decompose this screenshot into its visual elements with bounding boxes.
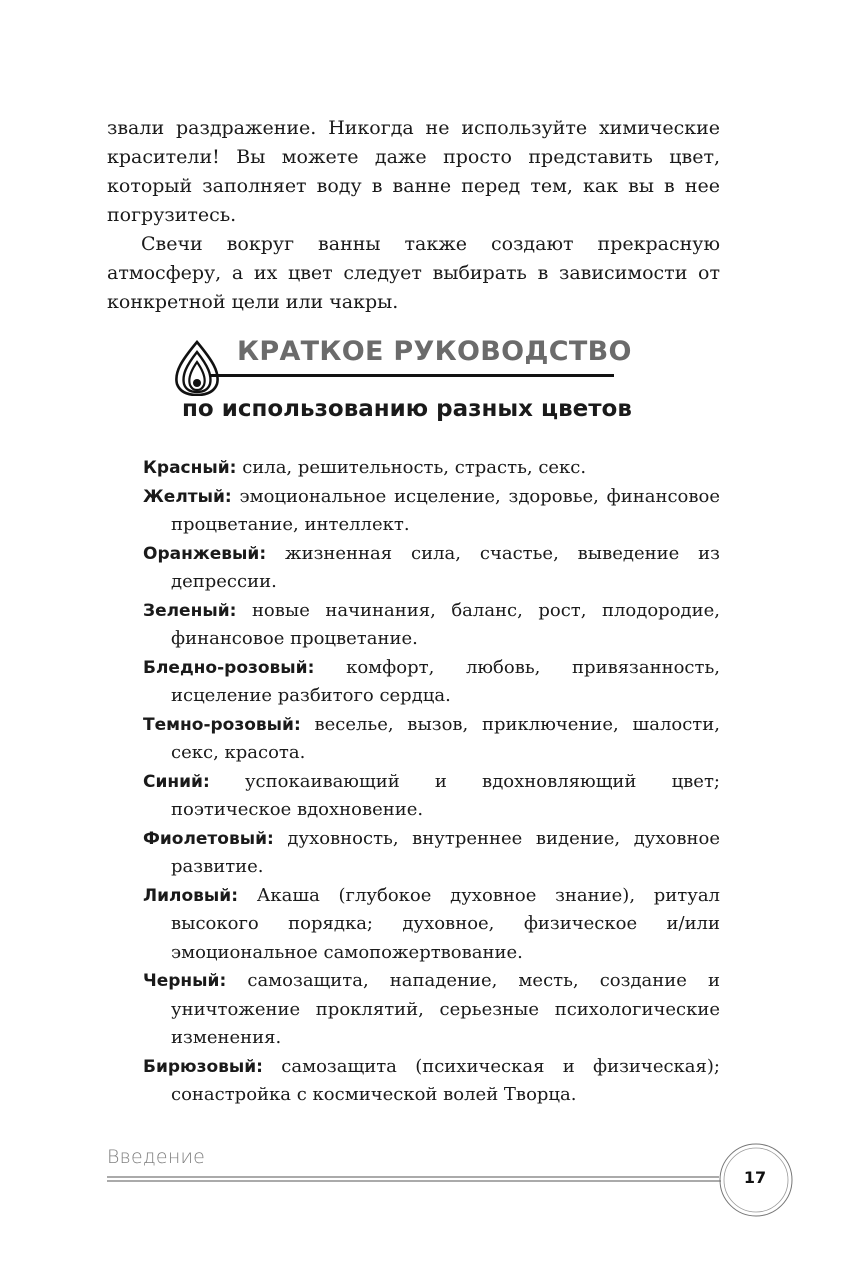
color-description: самозащита (психическая и физическая); сонастройка с космической волей Творца. xyxy=(171,1055,720,1105)
color-description: самозащита, нападение, месть, создание и уничтожение проклятий, серьезные психологические изменения. xyxy=(171,970,720,1048)
color-description: успокаивающий и вдохновляющий цвет; поэтическое вдохновение. xyxy=(171,770,720,820)
color-item xyxy=(143,597,720,654)
color-item xyxy=(143,967,720,1053)
flame-drop-icon xyxy=(172,340,222,396)
intro-paragraph-2: Свечи вокруг ванны также создают прекрасную атмосферу, а их цвет следует выбирать в зависимости от конкретной цели или чакры. xyxy=(107,233,720,313)
color-description: духовность, внутреннее видение, духовное развитие. xyxy=(171,827,720,877)
color-description: новые начинания, баланс, рост, плодородие, финансовое процветание. xyxy=(171,599,720,649)
color-item xyxy=(143,882,720,968)
color-guide-list xyxy=(143,454,720,1110)
page-number: 17 xyxy=(743,1168,767,1187)
color-name: Темно-розовый: xyxy=(143,714,301,735)
intro-text xyxy=(107,114,720,317)
color-item xyxy=(143,711,720,768)
color-name: Фиолетовый: xyxy=(143,828,274,849)
color-name: Зеленый: xyxy=(143,600,237,621)
color-name: Бирюзовый: xyxy=(143,1056,263,1077)
color-item xyxy=(143,768,720,825)
color-name: Красный: xyxy=(143,458,237,478)
color-item xyxy=(143,454,720,483)
section-title: КРАТКОЕ РУКОВОДСТВО xyxy=(237,336,632,367)
color-item xyxy=(143,1053,720,1110)
color-name: Желтый: xyxy=(143,486,232,507)
color-item xyxy=(143,825,720,882)
section-heading xyxy=(172,336,642,436)
running-footer-section: Введение xyxy=(107,1146,206,1168)
color-description: веселье, вызов, приключение, шалости, секс, красота. xyxy=(171,713,720,763)
color-item xyxy=(143,654,720,711)
color-name: Оранжевый: xyxy=(143,543,267,564)
intro-paragraph-1: звали раздражение. Никогда не используйте химические красители! Вы можете даже просто представить цвет, который заполняет воду в ванне перед тем, как вы в нее погрузитесь. xyxy=(107,117,720,226)
color-description: комфорт, любовь, привязанность, исцеление разбитого сердца. xyxy=(171,656,720,706)
color-name: Бледно-розовый: xyxy=(143,657,315,678)
color-item xyxy=(143,540,720,597)
section-subtitle: по использованию разных цветов xyxy=(182,396,632,422)
color-description: Акаша (глубокое духовное знание), ритуал высокого порядка; духовное, физическое и/или эмоциональное самопожертвование. xyxy=(171,884,720,963)
color-description: жизненная сила, счастье, выведение из депрессии. xyxy=(171,542,720,592)
color-name: Черный: xyxy=(143,971,227,991)
color-description: сила, решительность, страсть, секс. xyxy=(242,457,587,478)
color-description: эмоциональное исцеление, здоровье, финансовое процветание, интеллект. xyxy=(171,485,720,535)
color-item xyxy=(143,483,720,540)
heading-underline xyxy=(210,374,614,377)
color-name: Лиловый: xyxy=(143,885,239,906)
color-name: Синий: xyxy=(143,771,210,792)
footer-rule xyxy=(107,1173,747,1193)
